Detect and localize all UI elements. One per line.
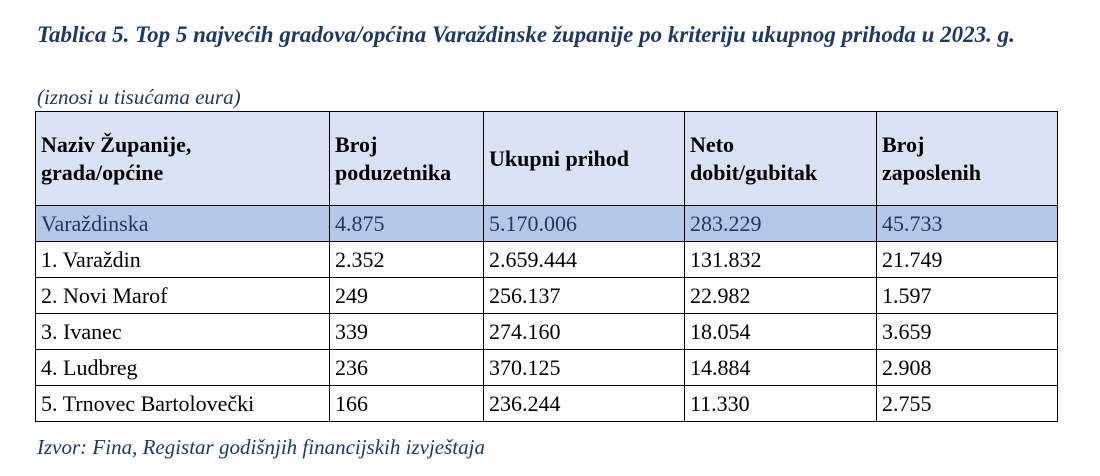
table-title: Tablica 5. Top 5 najvećih gradova/općina Varaždinske županije po kriteriju ukupnog prihoda u 2023. g. xyxy=(37,22,1015,47)
header-ukupni-prihod xyxy=(484,112,685,206)
table-cell: 2.755 xyxy=(877,386,1058,422)
table-cell: 11.330 xyxy=(685,386,877,422)
table-cell: 339 xyxy=(330,314,484,350)
table-cell: Varaždinska xyxy=(36,206,330,242)
table-cell: 1.597 xyxy=(877,278,1058,314)
table-cell: 22.982 xyxy=(685,278,877,314)
table-cell: 45.733 xyxy=(877,206,1058,242)
table-header-row xyxy=(36,112,1058,206)
table-cell: 4.875 xyxy=(330,206,484,242)
table-cell: 21.749 xyxy=(877,242,1058,278)
table-cell: 5.170.006 xyxy=(484,206,685,242)
table-cell: 236 xyxy=(330,350,484,386)
header-neto-dobit xyxy=(685,112,877,206)
table-row xyxy=(36,350,1058,386)
table-cell: 283.229 xyxy=(685,206,877,242)
table-cell: 256.137 xyxy=(484,278,685,314)
table-cell: 236.244 xyxy=(484,386,685,422)
table-cell: 166 xyxy=(330,386,484,422)
table-row xyxy=(36,242,1058,278)
table-cell: 2. Novi Marof xyxy=(36,278,330,314)
table-total-row xyxy=(36,206,1058,242)
table-cell: 5. Trnovec Bartolovečki xyxy=(36,386,330,422)
table-cell: 2.659.444 xyxy=(484,242,685,278)
table-cell: 3. Ivanec xyxy=(36,314,330,350)
table-cell: 370.125 xyxy=(484,350,685,386)
header-label: Ukupni prihod xyxy=(489,145,630,171)
table-cell: 2.352 xyxy=(330,242,484,278)
table-cell: 274.160 xyxy=(484,314,685,350)
table-subtitle: (iznosi u tisućama eura) xyxy=(37,85,241,109)
header-broj-zaposlenih xyxy=(877,112,1058,206)
header-label: Broj poduzetnika xyxy=(335,131,452,185)
header-broj-poduzetnika xyxy=(330,112,484,206)
header-label: Naziv Županije, grada/općine xyxy=(41,131,192,185)
table-row xyxy=(36,314,1058,350)
source-note: Izvor: Fina, Registar godišnjih financijskih izvještaja xyxy=(37,435,485,459)
data-table xyxy=(35,111,1058,422)
table-cell: 1. Varaždin xyxy=(36,242,330,278)
table-cell: 4. Ludbreg xyxy=(36,350,330,386)
table-cell: 14.884 xyxy=(685,350,877,386)
table-cell: 18.054 xyxy=(685,314,877,350)
table-row xyxy=(36,278,1058,314)
table-cell: 249 xyxy=(330,278,484,314)
table-cell: 131.832 xyxy=(685,242,877,278)
table-cell: 2.908 xyxy=(877,350,1058,386)
table-row xyxy=(36,386,1058,422)
header-label: Broj zaposlenih xyxy=(882,131,982,185)
header-naziv xyxy=(36,112,330,206)
header-label: Neto dobit/gubitak xyxy=(690,131,818,185)
table-cell: 3.659 xyxy=(877,314,1058,350)
